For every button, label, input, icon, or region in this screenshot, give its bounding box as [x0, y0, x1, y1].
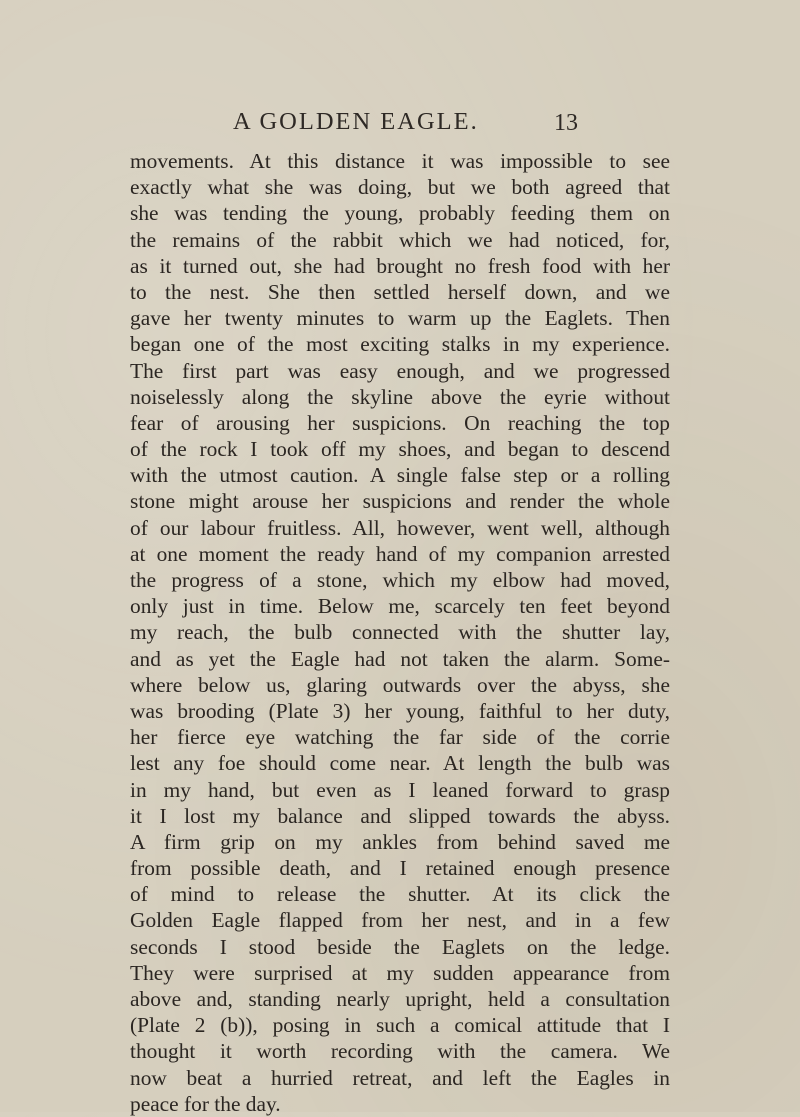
text-line: noiselessly along the skyline above the eyrie without — [130, 384, 670, 409]
text-line: as it turned out, she had brought no fresh food with her — [130, 253, 670, 278]
text-line: the remains of the rabbit which we had noticed, for, — [130, 227, 670, 252]
text-line: of mind to release the shutter. At its click the — [130, 882, 670, 907]
page-header — [233, 100, 578, 140]
text-line: gave her twenty minutes to warm up the Eaglets. Then — [130, 306, 670, 331]
text-line: she was tending the young, probably feeding them on — [130, 201, 670, 226]
text-line: A firm grip on my ankles from behind saved me — [130, 829, 670, 854]
text-line: in my hand, but even as I leaned forward to grasp — [130, 777, 670, 802]
running-title: A GOLDEN EAGLE. — [233, 108, 479, 135]
text-line: my reach, the bulb connected with the shutter lay, — [130, 620, 670, 645]
text-line: it I lost my balance and slipped towards the abyss. — [130, 803, 670, 828]
text-line: of our labour fruitless. All, however, went well, although — [130, 515, 670, 540]
text-line: thought it worth recording with the camera. We — [130, 1039, 670, 1064]
text-line: movements. At this distance it was impossible to see — [130, 149, 670, 173]
text-line: lest any foe should come near. At length the bulb was — [130, 751, 670, 776]
text-line: The first part was easy enough, and we progressed — [130, 358, 670, 383]
text-line: above and, standing nearly upright, held a consultation — [130, 987, 670, 1011]
text-line: exactly what she was doing, but we both agreed that — [130, 175, 670, 200]
text-line: fear of arousing her suspicions. On reaching the top — [130, 410, 670, 435]
text-line: to the nest. She then settled herself down, and we — [130, 279, 670, 304]
text-line: the progress of a stone, which my elbow had moved, — [130, 568, 670, 592]
text-line: began one of the most exciting stalks in my experience. — [130, 332, 670, 357]
text-line: with the utmost caution. A single false step or a rolling — [130, 463, 670, 488]
text-line: seconds I stood beside the Eaglets on the ledge. — [130, 934, 670, 959]
text-line: of the rock I took off my shoes, and began to descend — [130, 437, 670, 462]
text-line: was brooding (Plate 3) her young, faithful to her duty, — [130, 698, 670, 723]
text-line: (Plate 2 (b)), posing in such a comical attitude that I — [130, 1013, 670, 1038]
text-line: stone might arouse her suspicions and render the whole — [130, 489, 670, 514]
text-line: They were surprised at my sudden appearance from — [130, 960, 670, 985]
page-number: 13 — [554, 110, 578, 136]
text-line: her fierce eye watching the far side of the corrie — [130, 725, 670, 750]
body-text — [130, 148, 670, 1117]
text-line: and as yet the Eagle had not taken the alarm. Some- — [130, 646, 670, 671]
text-line: where below us, glaring outwards over the abyss, she — [130, 672, 670, 697]
text-line: at one moment the ready hand of my companion arrested — [130, 541, 670, 566]
text-line: peace for the day. — [130, 1091, 281, 1116]
text-line: only just in time. Below me, scarcely ten feet beyond — [130, 594, 670, 619]
text-line: from possible death, and I retained enough presence — [130, 856, 670, 881]
text-line: now beat a hurried retreat, and left the Eagles in — [130, 1065, 670, 1090]
text-line: Golden Eagle flapped from her nest, and in a few — [130, 908, 670, 933]
